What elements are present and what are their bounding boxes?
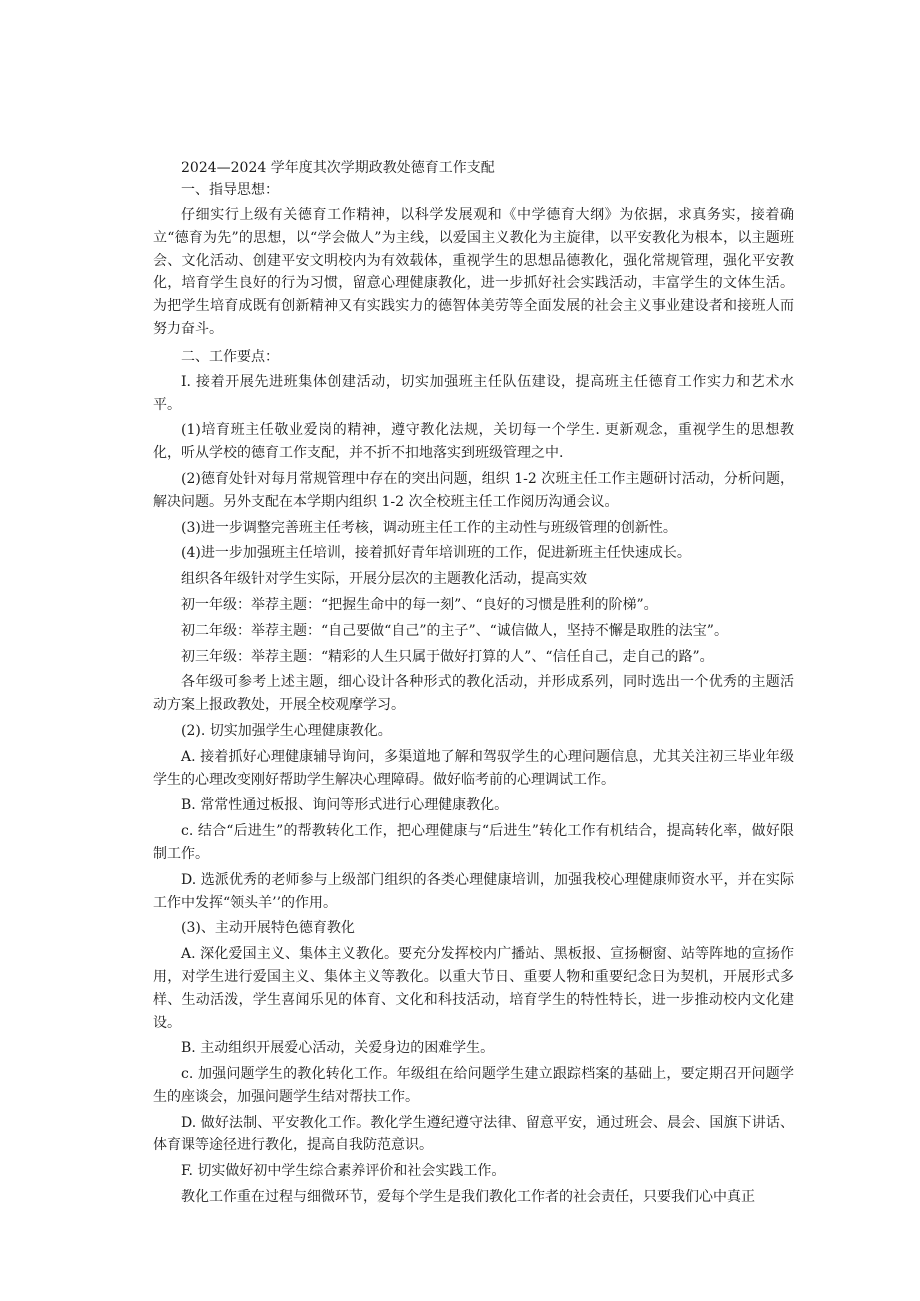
paragraph-22: 教化工作重在过程与细微环节，爱每个学生是我们教化工作者的社会责任，只要我们心中真正 (181, 1189, 755, 1206)
paragraph-11: (2). 切实加强学生心理健康教化。 (181, 722, 392, 739)
paragraph-6: 组织各年级针对学生实际，开展分层次的主题教化活动，提高实效 (181, 571, 587, 588)
document-title: 2024—2024 学年度其次学期政教处德育工作支配 (181, 160, 495, 176)
section-2-heading: 二、工作要点： (181, 348, 279, 365)
paragraph-14: c. 结合“后进生”的帮教转化工作，把心理健康与“后进生”转化工作有机结合，提高转化率，做好限制工作。 (153, 823, 794, 862)
paragraph-12: A. 接着抓好心理健康辅导询问，多渠道地了解和驾驭学生的心理问题信息，尤其关注初三毕业年级学生的心理改变刚好帮助学生解决心理障碍。做好临考前的心理调试工作。 (153, 748, 794, 788)
paragraph-7: 初一年级：举荐主题：“把握生命中的每一刻”、“良好的习惯是胜利的阶梯”。 (181, 596, 658, 613)
paragraph-1: I. 接着开展先进班集体创建活动，切实加强班主任队伍建设，提高班主任德育工作实力和艺术水平。 (153, 373, 794, 413)
paragraph-15: D. 选派优秀的老师参与上级部门组织的各类心理健康培训，加强我校心理健康师资水平，并在实际工作中发挥“领头羊’’的作用。 (153, 871, 794, 911)
paragraph-3: (2)德育处针对每月常规管理中存在的突出问题，组织 1-2 次班主任工作主题研讨活动，分析问题，解决问题。另外支配在本学期内组织 1-2 次全校班主任工作阅历沟通会议。 (153, 470, 794, 510)
paragraph-10: 各年级可参考上述主题，细心设计各种形式的教化活动，并形成系列，同时选出一个优秀的主题活动方案上报政教处，开展全校观摩学习。 (153, 674, 794, 714)
paragraph-16: (3)、主动开展特色德育教化 (181, 920, 355, 937)
paragraph-4: (3)进一步调整完善班主任考核，调动班主任工作的主动性与班级管理的创新性。 (181, 519, 677, 536)
paragraph-18: B. 主动组织开展爱心活动，关爱身边的困难学生。 (181, 1040, 495, 1057)
paragraph-2: (1)培育班主任敬业爱岗的精神，遵守教化法规，关切每一个学生. 更新观念，重视学生的思想教化，听从学校的德育工作支配，并不折不扣地落实到班级管理之中. (153, 422, 794, 462)
paragraph-21: F. 切实做好初中学生综合素养评价和社会实践工作。 (181, 1163, 506, 1180)
document-body (153, 157, 794, 1212)
paragraph-9: 初三年级：举荐主题：“精彩的人生只属于做好打算的人”、“信任自己，走自己的路”。 (181, 648, 714, 665)
paragraph-19: c. 加强问题学生的教化转化工作。年级组在给问题学生建立跟踪档案的基础上，要定期召开问题学生的座谈会，加强问题学生结对帮扶工作。 (153, 1066, 794, 1105)
section-1-heading: 一、指导思想： (181, 182, 279, 198)
guiding-thought-paragraph: 仔细实行上级有关德育工作精神，以科学发展观和《中学德育大纲》为依据，求真务实，接着确立“德育为先”的思想，以“学会做人”为主线，以爱国主义教化为主旋律，以平安教化为根本，以主题班会、文化活动、创建平安文明校内为有效载体，重视学生的思想品德教化，强化常规管理，强化平安教化，培育学生良好的行为习惯，留意心理健康教化，进一步抓好社会实践活动，丰富学生的文体生活。为把学生培育成既有创新精神又有实践实力的德智体美劳等全面发展的社会主义事业建设者和接班人而努力奋斗。 (153, 207, 794, 337)
paragraph-13: B. 常常性通过板报、询问等形式进行心理健康教化。 (181, 797, 509, 814)
paragraph-17: A. 深化爱国主义、集体主义教化。要充分发挥校内广播站、黑板报、宣扬橱窗、站等阵地的宣扬作用，对学生进行爱国主义、集体主义等教化。以重大节日、重要人物和重要纪念日为契机，开展形式多样、生动活泼，学生喜闻乐见的体育、文化和科技活动，培育学生的特性特长，进一步推动校内文化建设。 (153, 946, 794, 1031)
paragraph-20: D. 做好法制、平安教化工作。教化学生遵纪遵守法律、留意平安，通过班会、晨会、国旗下讲话、体育课等途径进行教化，提高自我防范意识。 (153, 1114, 794, 1154)
paragraph-8: 初二年级：举荐主题：“自己要做“自己”的主子”、“诚信做人，坚持不懈是取胜的法宝”。 (181, 622, 728, 639)
paragraph-5: (4)进一步加强班主任培训，接着抓好青年培训班的工作，促进新班主任快速成长。 (181, 545, 691, 562)
